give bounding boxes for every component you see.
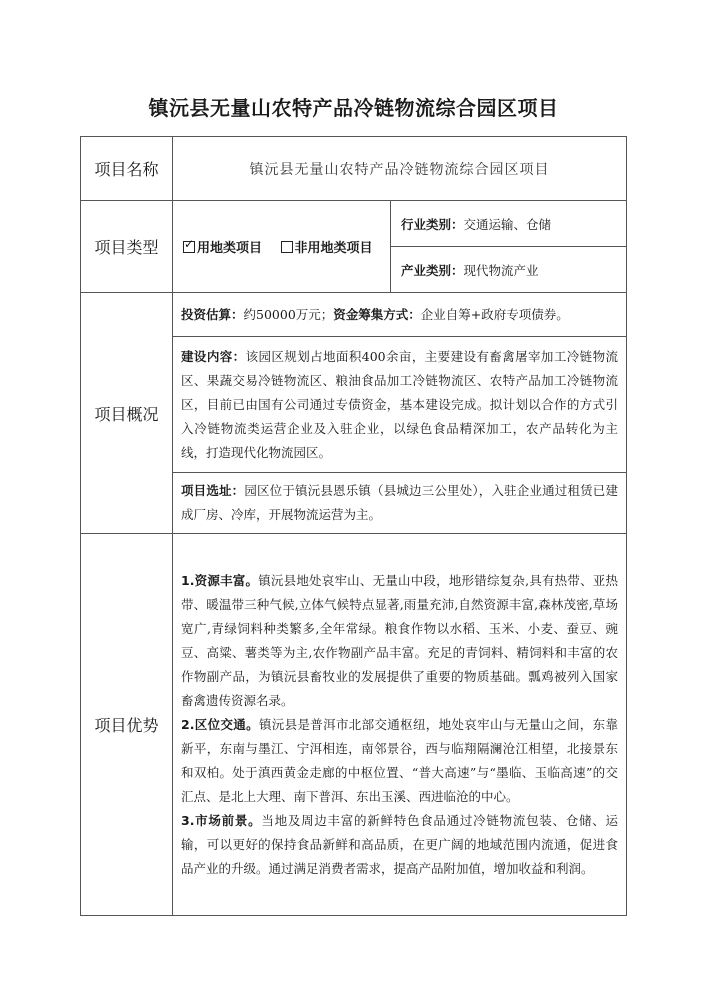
project-type-options <box>173 201 391 293</box>
project-name-value: 镇沅县无量山农特产品冷链物流综合园区项目 <box>173 137 627 201</box>
sector-category-cell <box>391 247 627 293</box>
land-project-option[interactable] <box>183 241 262 256</box>
project-name-label: 项目名称 <box>81 137 173 201</box>
site-cell <box>173 473 627 534</box>
project-overview-label: 项目概况 <box>81 293 173 534</box>
land-project-label: 用地类项目 <box>197 241 263 256</box>
nonland-project-label: 非用地类项目 <box>294 241 373 256</box>
industry-category-cell <box>391 201 627 247</box>
project-type-label: 项目类型 <box>81 201 173 293</box>
advantage-heading: 3.市场前景。 <box>181 812 262 828</box>
advantage-item <box>181 569 618 713</box>
investment-value: 约50000万元； <box>243 306 334 322</box>
construction-content-cell <box>173 337 627 473</box>
row-project-type <box>81 201 627 247</box>
construction-content-label: 建设内容： <box>181 348 246 364</box>
industry-category-value: 交通运输、仓储 <box>463 216 552 232</box>
investment-label: 投资估算： <box>181 306 244 322</box>
row-project-name <box>81 137 627 201</box>
nonland-project-checkbox[interactable] <box>281 241 293 253</box>
advantage-item <box>181 713 618 809</box>
advantage-text: 镇沅县是普洱市北部交通枢纽，地处哀牢山与无量山之间，东靠新平，东南与墨江、宁洱相连，南邻景谷，西与临翔隔澜沧江相望，北接景东和双柏。处于滇西黄金走廊的中枢位置、“普大高速”与“墨临、玉临高速”的交汇点、是北上大理、南下普洱、东出玉溪、西进临沧的中心。 <box>181 716 618 804</box>
project-table <box>80 136 627 916</box>
advantage-text: 镇沅县地处哀牢山、无量山中段，地形错综复杂,具有热带、亚热带、暖温带三种气候,立体气候特点显著,雨量充沛,自然资源丰富,森林茂密,草场宽广,青绿饲料种类繁多,全年常绿。粮食作物以水稻、玉米、小麦、蚕豆、豌豆、高粱、薯类等为主,农作物副产品丰富。充足的青饲料、精饲料和丰富的农作物副产品，为镇沅县畜牧业的发展提供了重要的物质基础。瓢鸡被列入国家畜禽遗传资源名录。 <box>181 572 618 708</box>
advantages-cell <box>173 534 627 916</box>
advantage-text: 当地及周边丰富的新鲜特色食品通过冷链物流包装、仓储、运输，可以更好的保持食品新鲜和高品质，在更广阔的地域范围内流通，促进食品产业的升级。通过满足消费者需求，提高产品附加值，增加收益和利润。 <box>181 812 618 876</box>
funding-value: 企业自筹+政府专项债券。 <box>420 306 569 322</box>
sector-category-label: 产业类别： <box>401 262 464 278</box>
row-advantages <box>81 534 627 916</box>
page-title: 镇沅县无量山农特产品冷链物流综合园区项目 <box>148 96 559 120</box>
land-project-checkbox[interactable] <box>183 241 195 253</box>
industry-category-label: 行业类别： <box>401 216 464 232</box>
sector-category-value: 现代物流产业 <box>463 262 539 278</box>
nonland-project-option[interactable] <box>281 241 373 256</box>
investment-cell <box>173 293 627 337</box>
site-label: 项目选址： <box>181 483 245 498</box>
advantage-item <box>181 809 618 881</box>
advantage-heading: 2.区位交通。 <box>181 716 259 732</box>
row-overview-investment <box>81 293 627 337</box>
funding-label: 资金筹集方式： <box>333 306 421 322</box>
project-advantages-label: 项目优势 <box>81 534 173 916</box>
construction-content-value: 该园区规划占地面积400余亩，主要建设有畜禽屠宰加工冷链物流区、果蔬交易冷链物流区、粮油食品加工冷链物流区、农特产品加工冷链物流区，目前已由国有公司通过专债资金，基本建设完成。拟计划以合作的方式引入冷链物流类运营企业及入驻企业，以绿色食品精深加工，农产品转化为主线，打造现代化物流园区。 <box>181 348 618 460</box>
advantage-heading: 1.资源丰富。 <box>181 572 259 588</box>
site-value: 园区位于镇沅县恩乐镇（县城边三公里处），入驻企业通过租赁已建成厂房、冷库，开展物流运营为主。 <box>181 483 618 522</box>
